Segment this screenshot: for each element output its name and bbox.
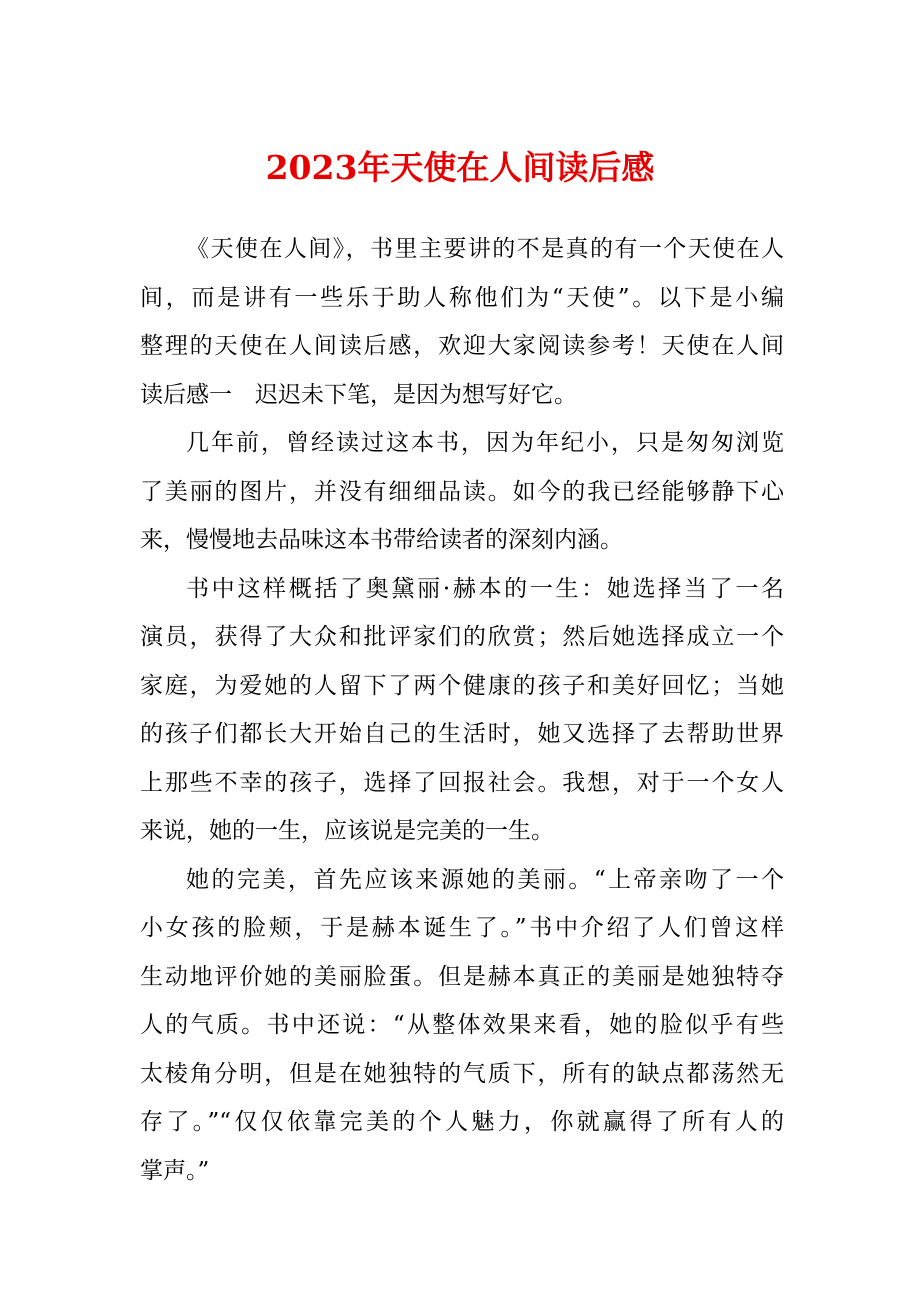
paragraph-line: 家庭，为爱她的人留下了两个健康的孩子和美好回忆；当她: [140, 672, 784, 699]
paragraph-line: 存了。”“仅仅依靠完美的个人魅力，你就赢得了所有人的: [140, 1109, 784, 1135]
paragraph-3: [140, 565, 784, 856]
paragraph-line: 来，慢慢地去品味这本书带给读者的深刻内涵。: [140, 527, 623, 553]
paragraph-line: 小女孩的脸颊，于是赫本诞生了。”书中介绍了人们曾这样: [140, 915, 784, 941]
document-body: [140, 225, 784, 1195]
paragraph-line: 读后感一 迟迟未下笔，是因为想写好它。: [140, 381, 577, 408]
paragraph-line: 人的气质。书中还说：“从整体效果来看，她的脸似乎有些: [140, 1012, 784, 1038]
paragraph-line: 《天使在人间》，书里主要讲的不是真的有一个天使在人: [186, 236, 784, 262]
paragraph-line: 间，而是讲有一些乐于助人称他们为“天使”。以下是小编: [140, 284, 784, 311]
paragraph-line: 几年前，曾经读过这本书，因为年纪小，只是匆匆浏览: [186, 430, 784, 456]
paragraph-line: 来说，她的一生，应该说是完美的一生。: [140, 818, 554, 844]
document-title: 2023年天使在人间读后感: [265, 148, 655, 187]
paragraph-4: [140, 856, 784, 1196]
paragraph-line: 演员，获得了大众和批评家们的欣赏；然后她选择成立一个: [140, 624, 784, 650]
paragraph-line: 上那些不幸的孩子，选择了回报社会。我想，对于一个女人: [140, 769, 784, 796]
paragraph-1: [140, 225, 784, 419]
paragraph-line: 了美丽的图片，并没有细细品读。如今的我已经能够静下心: [140, 478, 784, 505]
paragraph-line: 太棱角分明，但是在她独特的气质下，所有的缺点都荡然无: [140, 1060, 784, 1087]
paragraph-line: 整理的天使在人间读后感，欢迎大家阅读参考！天使在人间: [140, 333, 784, 359]
paragraph-2: [140, 419, 784, 565]
paragraph-line: 她的完美，首先应该来源她的美丽。“上帝亲吻了一个: [186, 866, 784, 893]
paragraph-line: 的孩子们都长大开始自己的生活时，她又选择了去帮助世界: [140, 721, 784, 747]
paragraph-line: 书中这样概括了奥黛丽·赫本的一生：她选择当了一名: [186, 575, 784, 602]
paragraph-line: 掌声。”: [140, 1157, 210, 1184]
paragraph-line: 生动地评价她的美丽脸蛋。但是赫本真正的美丽是她独特夺: [140, 963, 784, 990]
